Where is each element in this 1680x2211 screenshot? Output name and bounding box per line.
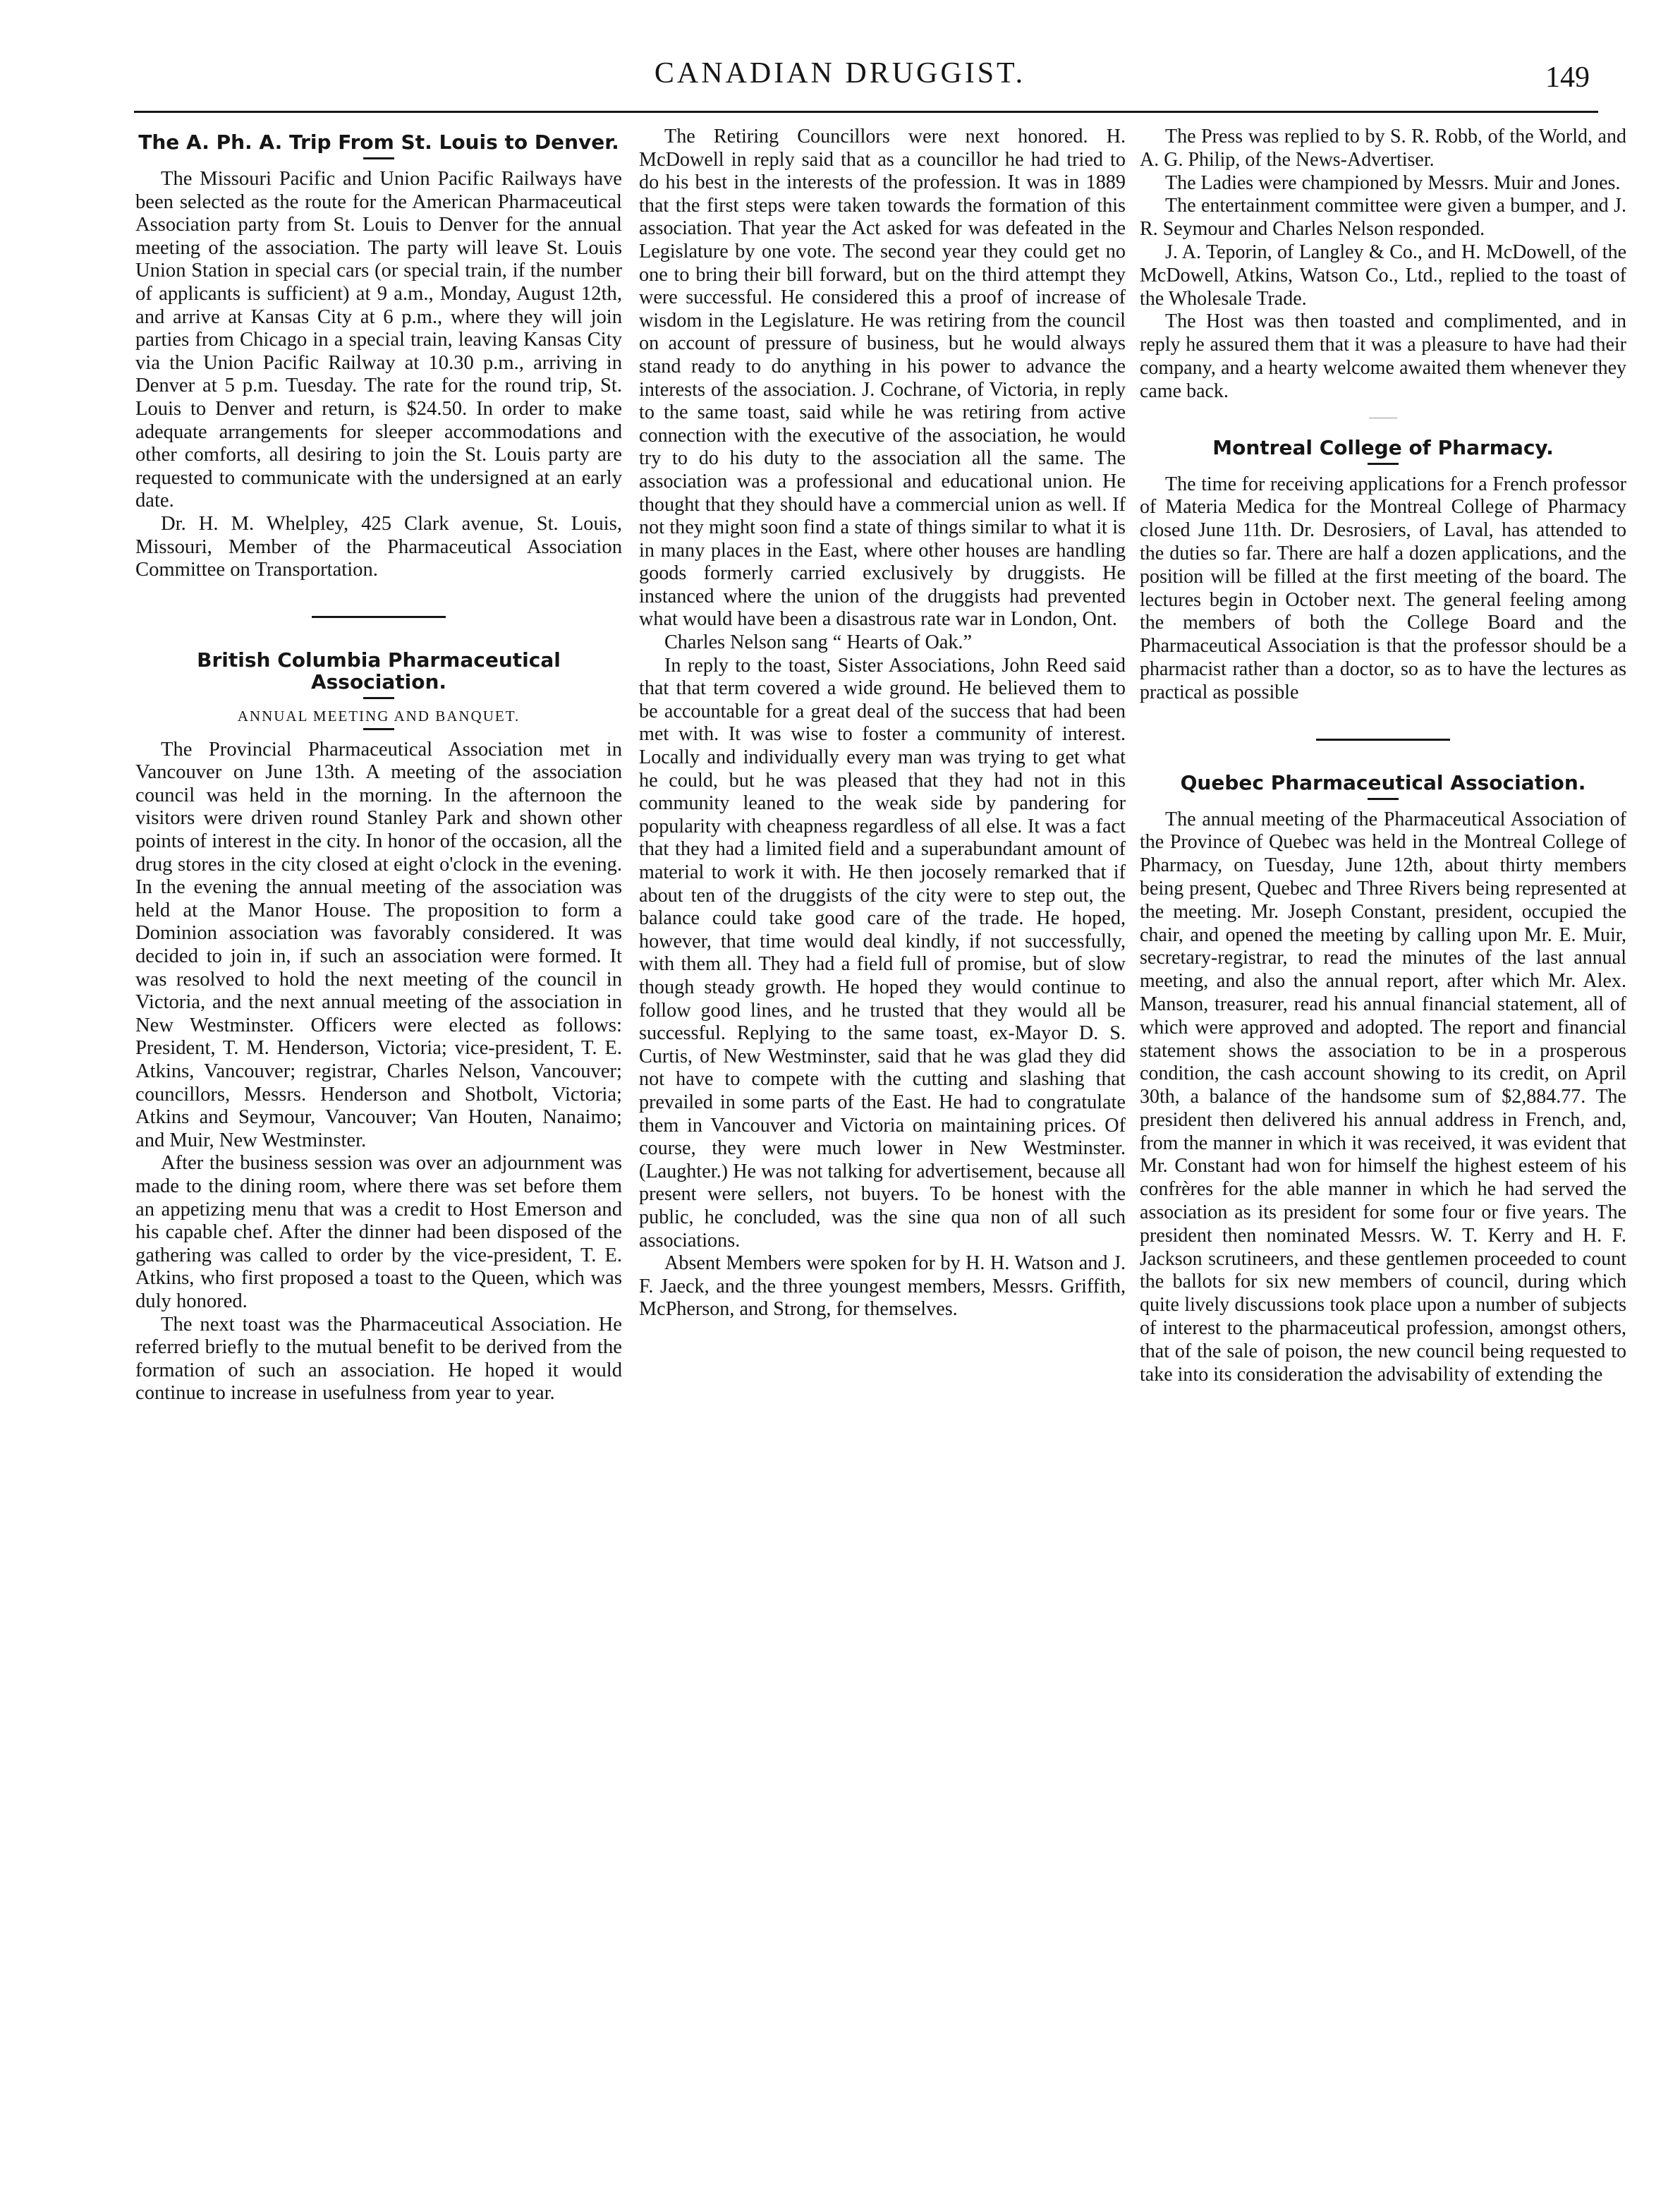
article-paragraph: The entertainment committee were given a bumper, and J. R. Seymour and Charles Nelson responded. bbox=[1140, 195, 1626, 241]
title-dash bbox=[1368, 463, 1399, 465]
article-title-bc-pharmaceutical: British Columbia Pharmaceutical Association. bbox=[197, 648, 561, 693]
article-title-aph-trip: The A. Ph. A. Trip From St. Louis to Denver. bbox=[138, 131, 619, 154]
article-paragraph: In reply to the toast, Sister Associations, John Reed said that that term covered a wide ground. He believed them to be accountable for a great deal of the success that had been met with. It was wise to foster a community of interest. Locally and individually every man was trying to get what he could, but he was pleased that they had not in this community leaned to the weak side by pandering for popularity with cheapness regardless of all else. It was a fact that they had a limited field and a superabundant amount of material to work it with. He then jocosely remarked that if about ten of the druggists of the city were to step out, the balance could take good care of the trade. He hoped, however, that time would deal kindly, if not successfully, with them all. They had a field full of promise, but of slow though steady growth. He hoped they would continue to follow good lines, and he trusted that they would all be successful. Replying to the same toast, ex-Mayor D. S. Curtis, of New Westminster, said that he was glad they did not have to compete with the cutting and slashing that prevailed in some parts of the East. He had to congratulate them in Vancouver and Victoria on maintaining prices. Of course, they were much lower in New Westminster. (Laughter.) He was not talking for advertisement, because all present were sellers, not buyers. To be honest with the public, he concluded, was the sine qua non of all such associations. bbox=[639, 654, 1126, 1252]
article-paragraph: The Retiring Councillors were next honored. H. McDowell in reply said that as a councillor he had tried to do his best in the interests of the profession. It was in 1889 that the first steps were taken towards the formation of this association. That year the Act asked for was defeated in the Legislature by one vote. The second year they could get no one to bring their bill forward, but on the third attempt they were successful. He considered this a proof of increase of wisdom in the Legislature. He was retiring from the council on account of pressure of business, but he would always stand ready to do anything in his power to advance the interests of the association. J. Cochrane, of Victoria, in reply to the same toast, said while he was retiring from active connection with the executive of the association, he would try to do his duty to the association all the same. The association was a professional and educational union. He thought that they should have a commercial union as well. If not they might soon find a state of things similar to what it is in many places in the East, where other houses are handling goods formerly carried exclusively by druggists. He instanced where the union of the druggists had prevented what would have been a disastrous rate war in London, Ont. bbox=[639, 126, 1126, 631]
article-title-montreal-college: Montreal College of Pharmacy. bbox=[1212, 435, 1554, 459]
article-paragraph: After the business session was over an adjournment was made to the dining room, where there was set before them an appetizing menu that was a credit to Host Emerson and his capable chef. After the dinner had been disposed of the gathering was called to order by the vice-president, T. E. Atkins, who first proposed a toast to the Queen, which was duly honored. bbox=[135, 1152, 622, 1312]
article-paragraph: Charles Nelson sang “ Hearts of Oak.” bbox=[664, 631, 972, 654]
article-paragraph: The annual meeting of the Pharmaceutical Association of the Province of Quebec was held in the Montreal College of Pharmacy, on Tuesday, June 12th, about thirty members being present, Quebec and Three Rivers being represented at the meeting. Mr. Joseph Constant, president, occupied the chair, and opened the meeting by calling upon Mr. E. Muir, secretary-registrar, to read the minutes of the last annual meeting, and also the annual report, after which Mr. Alex. Manson, treasurer, read his annual financial statement, all of which were approved and adopted. The report and financial statement shows the association to be in a prosperous condition, the cash account showing to its credit, on April 30th, a balance of the handsome sum of $2,884.77. The president then delivered his annual address in French, and, from the manner in which it was received, it was evident that Mr. Constant had won for himself the highest esteem of his confrères for the able manner in which he had served the association as its president for some four or five years. The president then nominated Messrs. W. T. Kerry and H. F. Jackson scrutineers, and these gentlemen proceeded to count the ballots for six new members of council, during which quite lively discussions took place upon a number of subjects of interest to the pharmaceutical profession, amongst others, that of the sale of poison, the new council being requested to take into its consideration the advisability of extending the bbox=[1140, 808, 1626, 1386]
title-dash bbox=[1368, 798, 1399, 800]
article-separator bbox=[1316, 739, 1450, 741]
title-dash bbox=[363, 697, 394, 699]
article-paragraph: Dr. H. M. Whelpley, 425 Clark avenue, St. Louis, Missouri, Member of the Pharmaceutical Association Committee on Transportation. bbox=[135, 512, 622, 581]
article-subtitle: ANNUAL MEETING AND BANQUET. bbox=[237, 707, 521, 725]
article-paragraph: The Host was then toasted and complimented, and in reply he assured them that it was a pleasure to have had their company, and a hearty welcome awaited them whenever they came back. bbox=[1140, 310, 1626, 402]
article-paragraph: J. A. Teporin, of Langley & Co., and H. McDowell, of the McDowell, Atkins, Watson Co., Ltd., replied to the toast of the Wholesale Trade. bbox=[1140, 241, 1626, 310]
article-paragraph: The next toast was the Pharmaceutical Association. He referred briefly to the mutual benefit to be derived from the formation of such an association. He hoped it would continue to increase in usefulness from year to year. bbox=[135, 1313, 622, 1405]
article-title-quebec-pharmaceutical: Quebec Pharmaceutical Association. bbox=[1180, 770, 1586, 794]
article-paragraph: The Missouri Pacific and Union Pacific Railways have been selected as the route for the American Pharmaceutical Association party from St. Louis to Denver for the annual meeting of the association. The party will leave St. Louis Union Station in special cars (or special train, if the number of applicants is sufficient) at 9 a.m., Monday, August 12th, and arrive at Kansas City at 6 p.m., where they will join parties from Chicago in a special train, leaving Kansas City via the Union Pacific Railway at 10.30 p.m., arriving in Denver at 5 p.m. Tuesday. The rate for the round trip, St. Louis to Denver and return, is $24.50. In order to make adequate arrangements for sleeper accommodations and other comforts, all desiring to join the St. Louis party are requested to communicate with the undersigned at an early date. bbox=[135, 168, 622, 512]
header-rule bbox=[134, 111, 1598, 113]
running-head-title: CANADIAN DRUGGIST. bbox=[654, 57, 1026, 90]
column-3 bbox=[1140, 126, 1626, 2186]
article-paragraph: The Ladies were championed by Messrs. Muir and Jones. bbox=[1165, 171, 1621, 194]
subtitle-dash bbox=[363, 728, 394, 730]
title-dash bbox=[363, 157, 394, 159]
column-2 bbox=[639, 126, 1126, 2186]
article-paragraph: The time for receiving applications for a French professor of Materia Medica for the Montreal College of Pharmacy closed June 11th. Dr. Desrosiers, of Laval, has attended to the duties so far. There are half a dozen applications, and the position will be filled at the first meeting of the board. The lectures begin in October next. The general feeling among the members of both the College Board and the Pharmaceutical Association is that the professor should be a pharmacist rather than a doctor, so as to have the lectures as practical as possible bbox=[1140, 473, 1626, 703]
column-1 bbox=[135, 126, 622, 2186]
page-header bbox=[0, 0, 1680, 119]
article-paragraph: Absent Members were spoken for by H. H. Watson and J. F. Jaeck, and the three youngest members, Messrs. Griffith, McPherson, and Strong, for themselves. bbox=[639, 1252, 1126, 1321]
page-number: 149 bbox=[1545, 61, 1590, 94]
article-separator bbox=[312, 616, 446, 618]
article-paragraph: The Provincial Pharmaceutical Association met in Vancouver on June 13th. A meeting of the association council was held in the morning. In the afternoon the visitors were driven round Stanley Park and shown other points of interest in the city. In honor of the occasion, all the drug stores in the city closed at eight o'clock in the evening. In the evening the annual meeting of the association was held at the Manor House. The proposition to form a Dominion association was favorably considered. It was decided to join in, if such an association were formed. It was resolved to hold the next meeting of the council in Victoria, and the next annual meeting of the association in New Westminster. Officers were elected as follows: President, T. M. Henderson, Victoria; vice-president, T. E. Atkins, Vancouver; registrar, Charles Nelson, Vancouver; councillors, Messrs. Henderson and Shotbolt, Victoria; Atkins and Seymour, Vancouver; Van Houten, Nanaimo; and Muir, New Westminster. bbox=[135, 738, 622, 1151]
article-paragraph: The Press was replied to by S. R. Robb, of the World, and A. G. Philip, of the News-Advertiser. bbox=[1140, 126, 1626, 171]
